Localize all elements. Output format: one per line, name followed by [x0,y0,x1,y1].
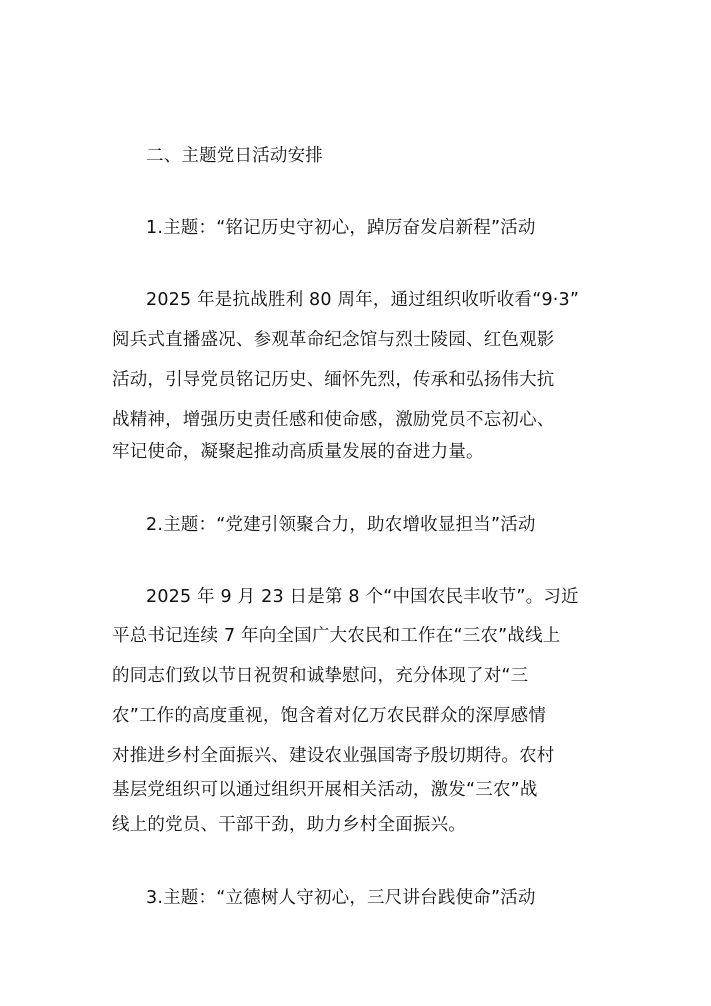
item-1-body-line: 2025 年是抗战胜利 80 周年，通过组织收听收看“9·3” [146,290,580,310]
item-2-body-line: 2025 年 9 月 23 日是第 8 个“中国农民丰收节”。习近 [146,587,579,607]
item-1-body-line: 活动，引导党员铭记历史、缅怀先烈，传承和弘扬伟大抗 [112,370,555,390]
section-heading: 二、主题党日活动安排 [146,146,323,166]
item-3-title: 3.主题：“立德树人守初心，三尺讲台践使命”活动 [146,888,536,908]
item-2-body-line: 基层党组织可以通过组织开展相关活动，激发“三农”战 [112,780,538,800]
item-1-body-line: 牢记使命，凝聚起推动高质量发展的奋进力量。 [112,442,484,462]
item-2-body-line: 对推进乡村全面振兴、建设农业强国寄予殷切期待。农村 [112,746,555,766]
item-1-body-line: 战精神，增强历史责任感和使命感，激励党员不忘初心、 [112,410,555,430]
item-2-body-line: 平总书记连续 7 年向全国广大农民和工作在“三农”战线上 [112,626,561,646]
item-2-body-line: 线上的党员、干部干劲，助力乡村全面振兴。 [112,815,466,835]
item-2-body-line: 农”工作的高度重视，饱含着对亿万农民群众的深厚感情 [112,706,547,726]
item-1-title: 1.主题：“铭记历史守初心，踔厉奋发启新程”活动 [146,218,536,238]
item-2-body-line: 的同志们致以节日祝贺和诚挚慰问，充分体现了对“三 [112,666,529,686]
item-2-title: 2.主题：“党建引领聚合力，助农增收显担当”活动 [146,515,536,535]
item-1-body-line: 阅兵式直播盛况、参观革命纪念馆与烈士陵园、红色观影 [112,330,555,350]
